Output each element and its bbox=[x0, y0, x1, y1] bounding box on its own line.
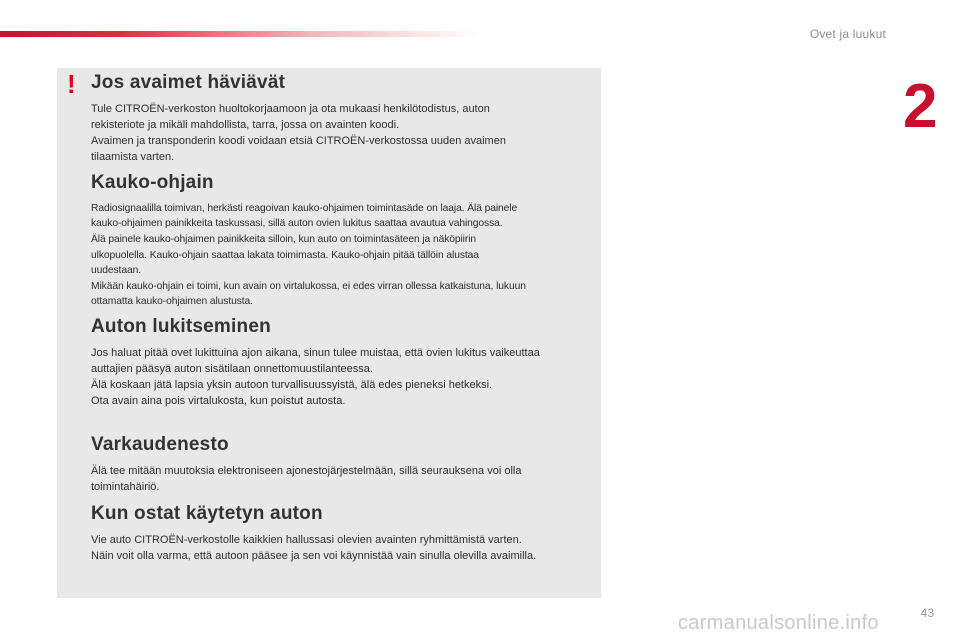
watermark: carmanualsonline.info bbox=[678, 612, 879, 634]
paragraph-line: rekisteriote ja mikäli mahdollista, tarra, jossa on avainten koodi. bbox=[91, 118, 400, 131]
paragraph-line: ottamatta kauko-ohjaimen alustusta. bbox=[91, 296, 253, 308]
page-number: 43 bbox=[920, 606, 934, 620]
section-locking bbox=[91, 316, 599, 409]
paragraph-line: uudestaan. bbox=[91, 265, 141, 277]
paragraph-line: Ota avain aina pois virtalukosta, kun poistut autosta. bbox=[91, 394, 346, 407]
section-used-car bbox=[91, 503, 599, 564]
paragraph-line: Älä koskaan jätä lapsia yksin autoon turvallisuussyistä, älä edes pieneksi hetkeksi. bbox=[91, 378, 493, 391]
paragraph-line: tilaamista varten. bbox=[91, 150, 175, 163]
paragraph-line: Älä painele kauko-ohjaimen painikkeita silloin, kun auto on toimintasäteen ja näköpiirin bbox=[91, 234, 477, 246]
paragraph-line: Radiosignaalilla toimivan, herkästi reagoivan kauko-ohjaimen toimintasäde on laaja. Älä painele bbox=[91, 202, 518, 214]
paragraph-line: auttajien pääsyä auton sisätilaan onnettomuustilanteessa. bbox=[91, 362, 373, 375]
paragraph-line: Älä tee mitään muutoksia elektroniseen ajonestojärjestelmään, sillä seurauksena voi olla bbox=[91, 464, 522, 477]
paragraph-line: Mikään kauko-ohjain ei toimi, kun avain on virtalukossa, ei edes virran ollessa katkaistuna, lukuun bbox=[91, 280, 526, 292]
section-title: Kun ostat käytetyn auton bbox=[91, 503, 323, 524]
paragraph-line: Näin voit olla varma, että autoon pääsee ja sen voi käynnistää vain sinulla olevilla avaimilla. bbox=[91, 549, 537, 562]
section-title: Auton lukitseminen bbox=[91, 316, 271, 337]
chapter-title: Ovet ja luukut bbox=[809, 27, 886, 41]
paragraph-line: Jos haluat pitää ovet lukittuina ajon aikana, sinun tulee muistaa, että ovien lukitus vaikeuttaa bbox=[91, 346, 540, 359]
paragraph-line: Tule CITROËN-verkoston huoltokorjaamoon ja ota mukaasi henkilötodistus, auton bbox=[91, 102, 490, 115]
header-accent-bar bbox=[0, 31, 480, 37]
paragraph-line: toimintahäiriö. bbox=[91, 480, 160, 493]
paragraph-line: Avaimen ja transponderin koodi voidaan etsiä CITROËN-verkostossa uuden avaimen bbox=[91, 134, 506, 147]
section-title: Jos avaimet häviävät bbox=[91, 72, 286, 93]
paragraph-line: ulkopuolella. Kauko-ohjain saattaa lakata toimimasta. Kauko-ohjain pitää tällöin alustaa bbox=[91, 249, 479, 261]
chapter-number: 2 bbox=[903, 72, 938, 141]
paragraph-line: kauko-ohjaimen painikkeita taskussasi, sillä auton ovien lukitus saattaa avautua vahingossa. bbox=[91, 218, 503, 230]
paragraph-line: Vie auto CITROËN-verkostolle kaikkien hallussasi olevien avainten ryhmittämistä varten. bbox=[91, 533, 522, 546]
section-remote-control bbox=[91, 172, 599, 310]
section-immobiliser bbox=[91, 434, 599, 495]
section-title: Kauko-ohjain bbox=[91, 172, 214, 193]
warning-icon: ! bbox=[67, 69, 76, 99]
section-title: Varkaudenesto bbox=[91, 434, 229, 455]
section-lost-keys bbox=[91, 72, 599, 165]
